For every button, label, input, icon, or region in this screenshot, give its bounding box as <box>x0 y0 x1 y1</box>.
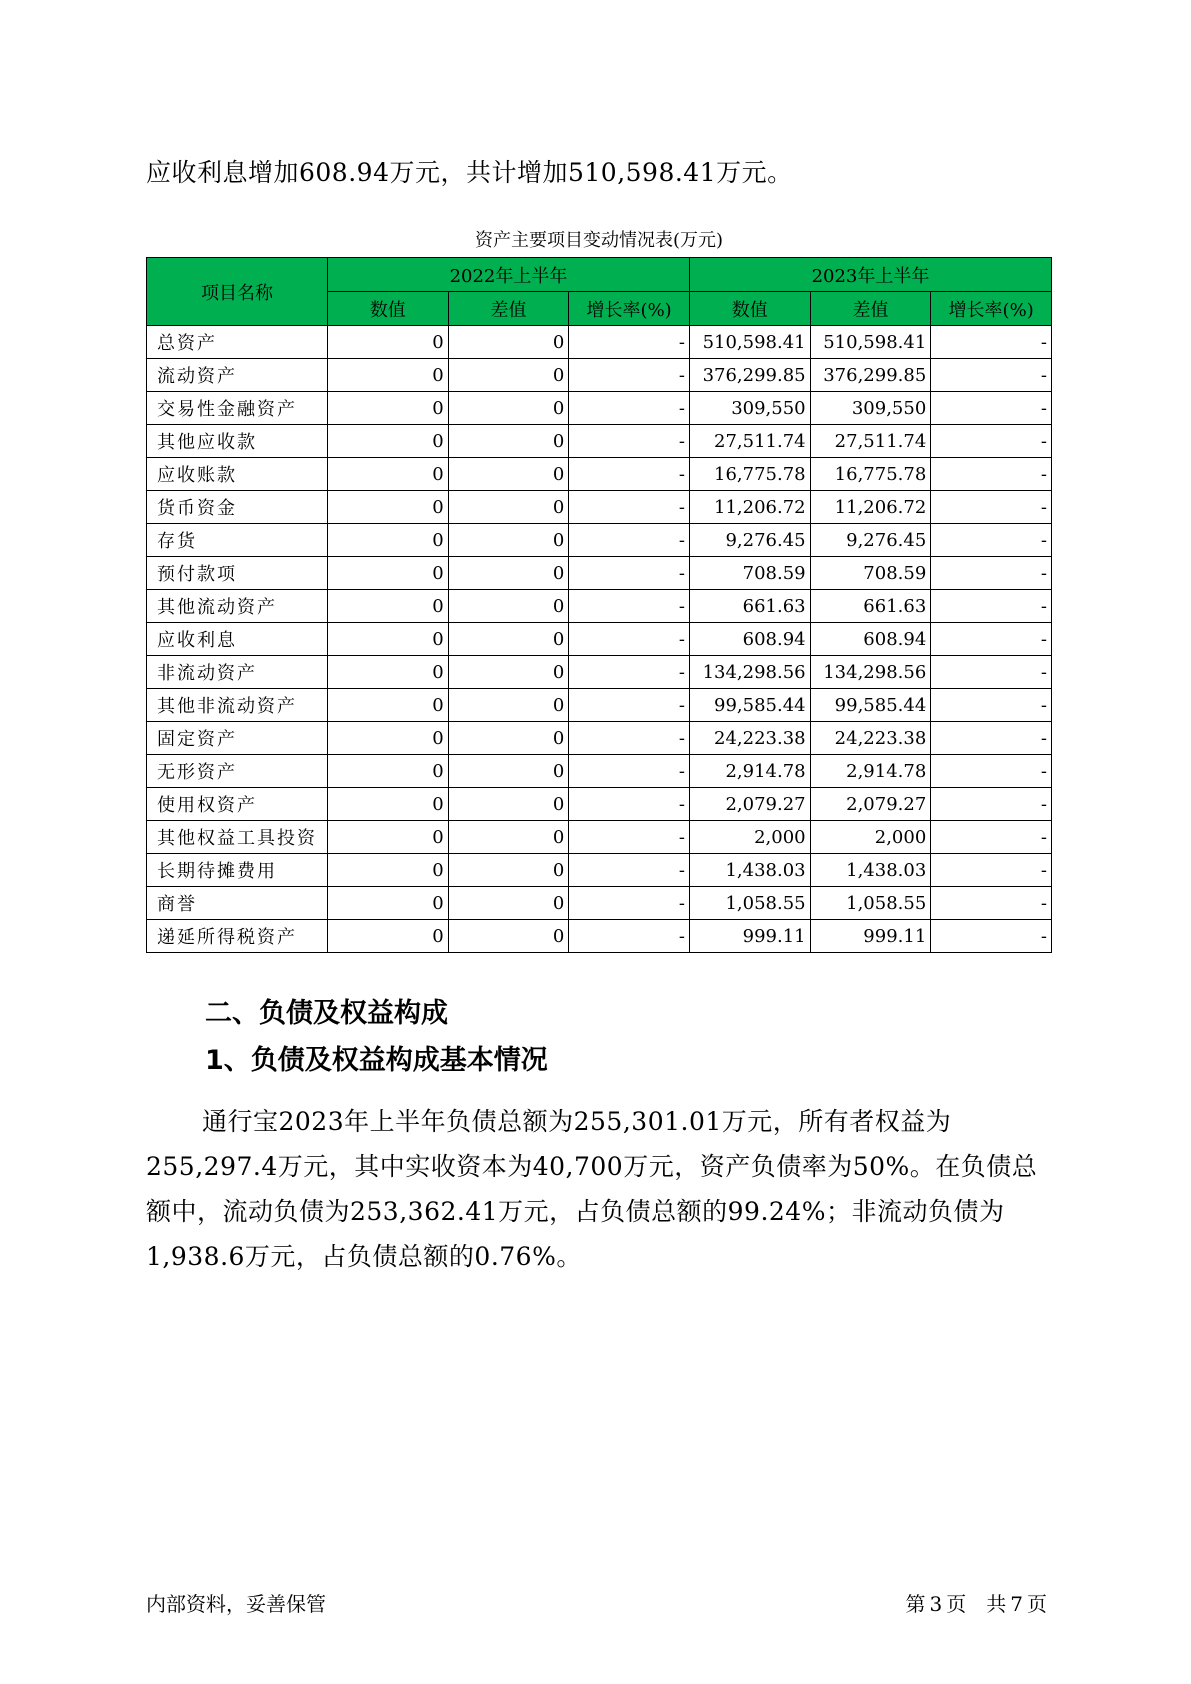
cell-value-2022: 0 <box>327 557 448 590</box>
row-item-name: 其他权益工具投资 <box>147 821 328 854</box>
subheader-value-2022: 数值 <box>327 292 448 326</box>
table-row <box>147 590 1052 623</box>
cell-growth-2022: - <box>569 359 690 392</box>
cell-value-2023: 309,550 <box>689 392 810 425</box>
cell-diff-2022: 0 <box>448 920 569 953</box>
cell-growth-2023: - <box>931 557 1052 590</box>
table-row <box>147 491 1052 524</box>
cell-diff-2022: 0 <box>448 491 569 524</box>
cell-value-2023: 608.94 <box>689 623 810 656</box>
cell-value-2022: 0 <box>327 491 448 524</box>
cell-diff-2023: 2,079.27 <box>810 788 931 821</box>
cell-value-2023: 1,438.03 <box>689 854 810 887</box>
cell-growth-2023: - <box>931 590 1052 623</box>
cell-growth-2022: - <box>569 656 690 689</box>
cell-value-2022: 0 <box>327 425 448 458</box>
cell-growth-2023: - <box>931 623 1052 656</box>
page-suffix: 页 <box>1027 1592 1047 1616</box>
cell-growth-2022: - <box>569 755 690 788</box>
subheader-value-2023: 数值 <box>689 292 810 326</box>
cell-diff-2023: 608.94 <box>810 623 931 656</box>
cell-value-2022: 0 <box>327 656 448 689</box>
cell-value-2023: 2,079.27 <box>689 788 810 821</box>
cell-growth-2022: - <box>569 524 690 557</box>
cell-diff-2023: 134,298.56 <box>810 656 931 689</box>
cell-diff-2023: 16,775.78 <box>810 458 931 491</box>
table-header <box>147 258 1052 326</box>
cell-value-2022: 0 <box>327 590 448 623</box>
cell-value-2023: 11,206.72 <box>689 491 810 524</box>
cell-value-2023: 16,775.78 <box>689 458 810 491</box>
cell-diff-2022: 0 <box>448 524 569 557</box>
table-row <box>147 887 1052 920</box>
table-row <box>147 755 1052 788</box>
cell-diff-2022: 0 <box>448 656 569 689</box>
cell-growth-2022: - <box>569 557 690 590</box>
cell-growth-2022: - <box>569 491 690 524</box>
cell-value-2023: 999.11 <box>689 920 810 953</box>
cell-diff-2023: 661.63 <box>810 590 931 623</box>
cell-diff-2022: 0 <box>448 887 569 920</box>
cell-growth-2022: - <box>569 887 690 920</box>
table-row <box>147 920 1052 953</box>
cell-growth-2023: - <box>931 821 1052 854</box>
asset-change-table <box>146 257 1052 953</box>
cell-diff-2022: 0 <box>448 557 569 590</box>
cell-growth-2023: - <box>931 920 1052 953</box>
cell-value-2022: 0 <box>327 623 448 656</box>
cell-growth-2023: - <box>931 524 1052 557</box>
page-total: 7 <box>1010 1592 1023 1616</box>
table-row <box>147 392 1052 425</box>
cell-diff-2023: 1,058.55 <box>810 887 931 920</box>
subheader-growth-2022: 增长率(%) <box>569 292 690 326</box>
table-row <box>147 689 1052 722</box>
footer-confidential-note: 内部资料，妥善保管 <box>146 1592 326 1616</box>
cell-value-2023: 1,058.55 <box>689 887 810 920</box>
cell-growth-2022: - <box>569 920 690 953</box>
cell-value-2022: 0 <box>327 524 448 557</box>
subheader-growth-2023: 增长率(%) <box>931 292 1052 326</box>
cell-diff-2022: 0 <box>448 788 569 821</box>
cell-diff-2022: 0 <box>448 755 569 788</box>
cell-growth-2023: - <box>931 788 1052 821</box>
cell-growth-2022: - <box>569 392 690 425</box>
cell-diff-2023: 2,914.78 <box>810 755 931 788</box>
row-item-name: 交易性金融资产 <box>147 392 328 425</box>
cell-diff-2023: 708.59 <box>810 557 931 590</box>
cell-diff-2022: 0 <box>448 689 569 722</box>
cell-value-2022: 0 <box>327 326 448 359</box>
cell-growth-2022: - <box>569 590 690 623</box>
table-row <box>147 821 1052 854</box>
cell-diff-2022: 0 <box>448 722 569 755</box>
table-row <box>147 524 1052 557</box>
page-prefix: 第 <box>905 1592 926 1616</box>
cell-growth-2023: - <box>931 887 1052 920</box>
cell-diff-2022: 0 <box>448 590 569 623</box>
cell-diff-2023: 510,598.41 <box>810 326 931 359</box>
cell-growth-2022: - <box>569 821 690 854</box>
cell-growth-2023: - <box>931 425 1052 458</box>
cell-value-2023: 2,000 <box>689 821 810 854</box>
cell-diff-2022: 0 <box>448 623 569 656</box>
page-current: 3 <box>929 1592 943 1616</box>
cell-diff-2023: 9,276.45 <box>810 524 931 557</box>
cell-growth-2023: - <box>931 656 1052 689</box>
footer-page-number <box>906 1590 1051 1618</box>
cell-growth-2023: - <box>931 755 1052 788</box>
table-caption: 资产主要项目变动情况表(万元) <box>474 230 724 251</box>
cell-growth-2023: - <box>931 326 1052 359</box>
subheader-diff-2023: 差值 <box>810 292 931 326</box>
cell-growth-2022: - <box>569 425 690 458</box>
table-row <box>147 425 1052 458</box>
row-item-name: 固定资产 <box>147 722 328 755</box>
cell-growth-2023: - <box>931 359 1052 392</box>
table-row <box>147 623 1052 656</box>
cell-growth-2022: - <box>569 722 690 755</box>
cell-value-2023: 2,914.78 <box>689 755 810 788</box>
row-item-name: 其他非流动资产 <box>147 689 328 722</box>
cell-growth-2023: - <box>931 854 1052 887</box>
header-item-name: 项目名称 <box>147 258 328 326</box>
cell-value-2022: 0 <box>327 392 448 425</box>
cell-growth-2023: - <box>931 491 1052 524</box>
cell-value-2023: 9,276.45 <box>689 524 810 557</box>
header-period-2023: 2023年上半年 <box>689 258 1051 292</box>
row-item-name: 使用权资产 <box>147 788 328 821</box>
table-row <box>147 656 1052 689</box>
cell-diff-2022: 0 <box>448 359 569 392</box>
row-item-name: 预付款项 <box>147 557 328 590</box>
cell-diff-2023: 24,223.38 <box>810 722 931 755</box>
cell-growth-2023: - <box>931 392 1052 425</box>
cell-value-2022: 0 <box>327 458 448 491</box>
table-row <box>147 854 1052 887</box>
row-item-name: 存货 <box>147 524 328 557</box>
row-item-name: 长期待摊费用 <box>147 854 328 887</box>
row-item-name: 应收利息 <box>147 623 328 656</box>
row-item-name: 货币资金 <box>147 491 328 524</box>
cell-value-2022: 0 <box>327 788 448 821</box>
table-row <box>147 722 1052 755</box>
table-row <box>147 359 1052 392</box>
cell-value-2022: 0 <box>327 821 448 854</box>
row-item-name: 商誉 <box>147 887 328 920</box>
row-item-name: 应收账款 <box>147 458 328 491</box>
cell-growth-2022: - <box>569 623 690 656</box>
intro-paragraph: 应收利息增加608.94万元，共计增加510,598.41万元。 <box>146 158 793 187</box>
cell-growth-2022: - <box>569 788 690 821</box>
cell-value-2023: 27,511.74 <box>689 425 810 458</box>
cell-growth-2022: - <box>569 458 690 491</box>
cell-value-2023: 134,298.56 <box>689 656 810 689</box>
row-item-name: 其他应收款 <box>147 425 328 458</box>
cell-diff-2023: 309,550 <box>810 392 931 425</box>
cell-diff-2022: 0 <box>448 425 569 458</box>
cell-growth-2023: - <box>931 722 1052 755</box>
cell-growth-2022: - <box>569 326 690 359</box>
page-mid: 页 共 <box>946 1592 1007 1616</box>
subheader-diff-2022: 差值 <box>448 292 569 326</box>
section-heading: 二、负债及权益构成 <box>205 998 448 1029</box>
row-item-name: 非流动资产 <box>147 656 328 689</box>
row-item-name: 其他流动资产 <box>147 590 328 623</box>
cell-diff-2023: 11,206.72 <box>810 491 931 524</box>
cell-diff-2023: 27,511.74 <box>810 425 931 458</box>
cell-value-2022: 0 <box>327 887 448 920</box>
table-row <box>147 326 1052 359</box>
cell-growth-2022: - <box>569 854 690 887</box>
cell-value-2023: 99,585.44 <box>689 689 810 722</box>
cell-value-2022: 0 <box>327 920 448 953</box>
table-body <box>147 326 1052 953</box>
row-item-name: 总资产 <box>147 326 328 359</box>
cell-value-2023: 510,598.41 <box>689 326 810 359</box>
cell-value-2023: 24,223.38 <box>689 722 810 755</box>
cell-value-2023: 376,299.85 <box>689 359 810 392</box>
row-item-name: 递延所得税资产 <box>147 920 328 953</box>
body-paragraph: 通行宝2023年上半年负债总额为255,301.01万元，所有者权益为255,297.4万元，其中实收资本为40,700万元，资产负债率为50%。在负债总额中，流动负债为253,362.41万元，占负债总额的99.24%；非流动负债为1,938.6万元，占负债总额的0.76%。 <box>146 1107 1038 1271</box>
cell-diff-2023: 99,585.44 <box>810 689 931 722</box>
cell-growth-2022: - <box>569 689 690 722</box>
cell-value-2023: 708.59 <box>689 557 810 590</box>
cell-growth-2023: - <box>931 689 1052 722</box>
cell-diff-2022: 0 <box>448 326 569 359</box>
cell-value-2022: 0 <box>327 689 448 722</box>
cell-diff-2022: 0 <box>448 458 569 491</box>
header-period-2022: 2022年上半年 <box>327 258 689 292</box>
row-item-name: 流动资产 <box>147 359 328 392</box>
table-row <box>147 788 1052 821</box>
cell-value-2022: 0 <box>327 722 448 755</box>
cell-diff-2023: 2,000 <box>810 821 931 854</box>
cell-diff-2022: 0 <box>448 854 569 887</box>
cell-value-2022: 0 <box>327 854 448 887</box>
cell-value-2023: 661.63 <box>689 590 810 623</box>
subsection-heading: 1、负债及权益构成基本情况 <box>205 1045 548 1076</box>
cell-value-2022: 0 <box>327 755 448 788</box>
row-item-name: 无形资产 <box>147 755 328 788</box>
table-row <box>147 557 1052 590</box>
table-row <box>147 458 1052 491</box>
cell-value-2022: 0 <box>327 359 448 392</box>
cell-diff-2023: 999.11 <box>810 920 931 953</box>
cell-growth-2023: - <box>931 458 1052 491</box>
cell-diff-2022: 0 <box>448 821 569 854</box>
cell-diff-2023: 376,299.85 <box>810 359 931 392</box>
cell-diff-2022: 0 <box>448 392 569 425</box>
cell-diff-2023: 1,438.03 <box>810 854 931 887</box>
